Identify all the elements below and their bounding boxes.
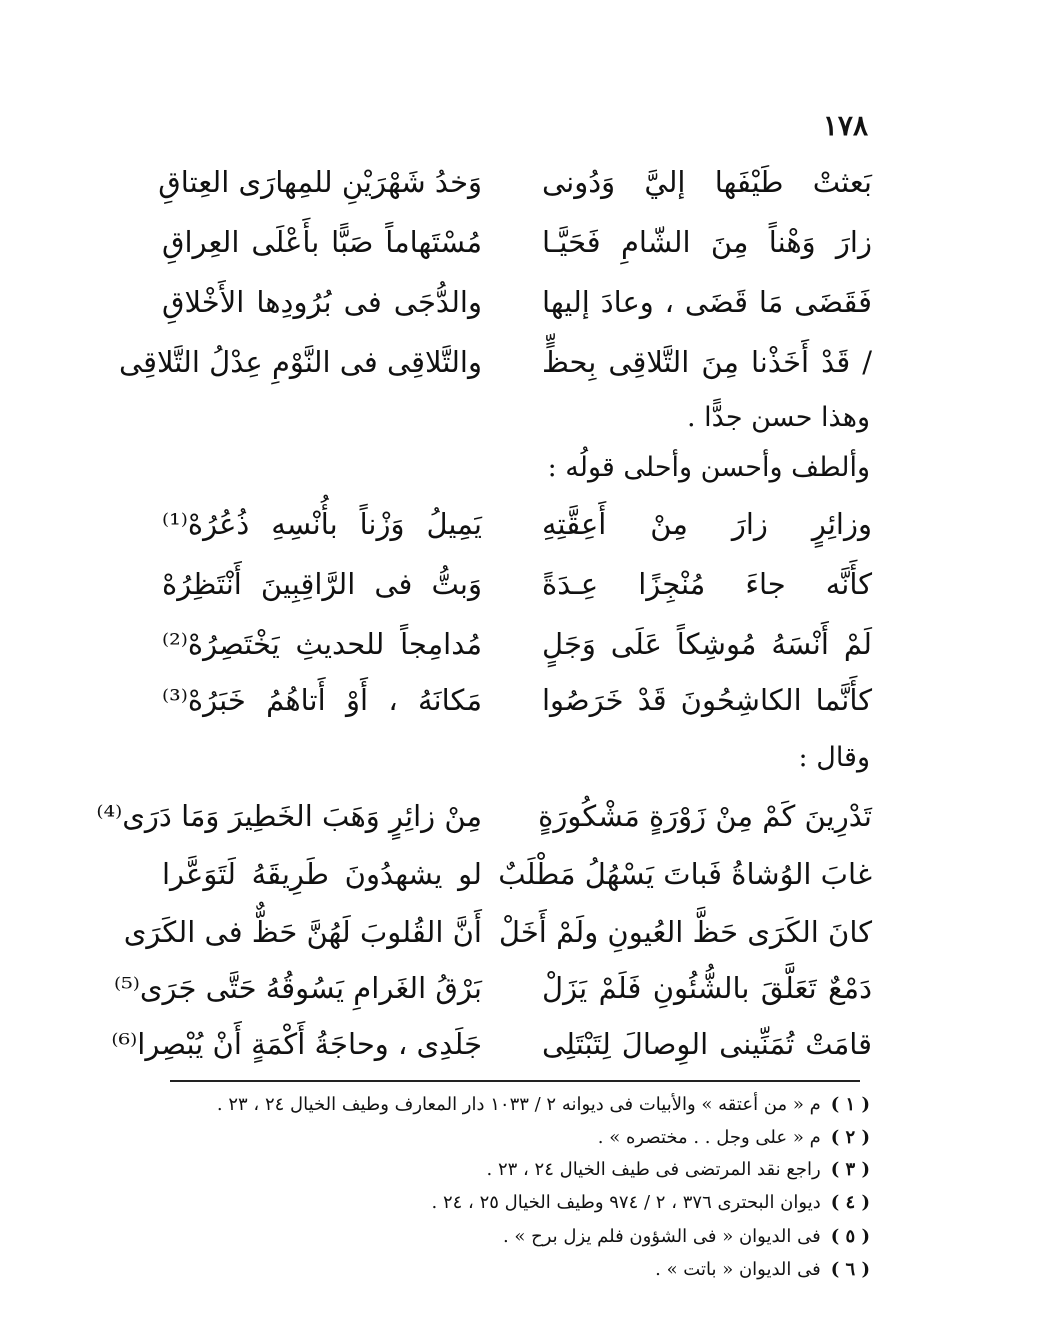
hemistich-first: كأَنَّما الكاشِحُونَ قَدْ خَرَصُوا	[542, 683, 872, 717]
hemistich-second: مِنْ زائِرٍ وَهَبَ الخَطِيرَ وَمَا دَرَى⁽⁴⁾	[96, 799, 482, 833]
hemistich-second: والتَّلاقِى فى النَّوْمِ عِدْلُ التَّلاقِى	[118, 345, 482, 379]
verse-line	[162, 846, 872, 902]
verse-line	[113, 960, 872, 1016]
footnote-number: ( ٢ )	[830, 1127, 870, 1148]
verse-line	[111, 1016, 872, 1072]
footnote-text: ديوان البحترى ٣٧٦ ، ٢ / ٩٧٤ وطيف الخيال ٢٥ ، ٢٤ .	[431, 1192, 821, 1213]
verse-line	[162, 274, 872, 330]
footnote-number: ( ٤ )	[830, 1192, 870, 1213]
hemistich-second: مَكانَهُ ، أَوْ أَتاهُمُ خَبَرُهْ⁽³⁾	[162, 683, 482, 717]
footnote	[180, 1226, 870, 1247]
footnote-separator	[170, 1080, 860, 1082]
footnote-text: م « على وجل . . مختصره » .	[597, 1127, 821, 1148]
hemistich-first: لَمْ أَنْسَهُ مُوشِكاً عَلَى وَجَلٍ	[542, 627, 872, 661]
hemistich-first: غابَ الوُشاةُ فَباتَ يَسْهُلُ مَطْلَبٌ	[498, 857, 872, 891]
hemistich-first: وزائِرٍ زارَ مِنْ أَعِقَّتِهِ	[542, 507, 872, 541]
hemistich-first: قامَتْ تُمَنِّينى الوِصالَ لِتَبْتَلِى	[542, 1027, 872, 1061]
footnote	[180, 1159, 870, 1180]
hemistich-second: وَبتُّ فى الرَّاقِبِينَ أَنْتَظِرُهْ	[162, 567, 482, 601]
page-number: ١٧٨	[822, 109, 868, 142]
hemistich-second: جَلَدِى ، وحاجَةُ أَكْمَةٍ أَنْ يُبْصِرا⁽⁶⁾	[111, 1027, 482, 1061]
footnote-text: فى الديوان « فى الشؤون فلم يزل برح » .	[502, 1226, 821, 1247]
verse-line	[162, 496, 872, 552]
verse-line	[162, 616, 872, 672]
hemistich-second: أَنَّ القُلوبَ لَهُنَّ حَظٌّ فى الكَرَى	[123, 915, 482, 949]
footnote-text: فى الديوان « باتت » .	[655, 1259, 821, 1280]
hemistich-first: كانَ الكَرَى حَظَّ العُيونِ ولَمْ أَخَلْ	[498, 915, 872, 949]
hemistich-second: وَخدُ شَهْرَيْنِ للمِهارَى العِتاقِ	[158, 165, 482, 199]
footnote-number: ( ٦ )	[830, 1259, 870, 1280]
footnote-number: ( ١ )	[830, 1094, 870, 1115]
verse-line	[162, 556, 872, 612]
footnote	[180, 1127, 870, 1148]
prose-intro: وألطف وأحسن وأحلى قولُه :	[547, 452, 870, 483]
verse-line	[96, 788, 872, 844]
hemistich-first: بَعثتْ طَيْفَها إليَّ وَدُونى	[542, 165, 872, 199]
hemistich-second: مُدامِجاً للحديثِ يَخْتَصِرُهْ⁽²⁾	[162, 627, 482, 661]
hemistich-first: / قَدْ أَخَذْنا مِنَ التَّلاقِى بِحظٍّ	[542, 345, 872, 379]
footnote-text: راجع نقد المرتضى فى طيف الخيال ٢٤ ، ٢٣ .	[486, 1159, 821, 1180]
footnote-number: ( ٣ )	[830, 1159, 870, 1180]
hemistich-second: بَرْقُ الغَرامِ يَسُوقُهُ حَتَّى جَرَى⁽⁵⁾	[113, 971, 482, 1005]
hemistich-second: يَمِيلُ وَزْناً بأُنْسِهِ ذُعُرُهْ⁽¹⁾	[162, 507, 482, 541]
hemistich-first: زارَ وَهْناً مِنَ الشّامِ فَحَيَّـا	[542, 225, 872, 259]
hemistich-first: فَقَضَى مَا قَضَى ، وعادَ إليها	[542, 285, 872, 319]
footnote	[180, 1259, 870, 1280]
footnote-number: ( ٥ )	[830, 1226, 870, 1247]
prose-comment: وهذا حسن جدًّا .	[687, 402, 870, 433]
verse-line	[123, 904, 872, 960]
footnote	[180, 1192, 870, 1213]
verse-line	[158, 154, 872, 210]
verse-line	[162, 672, 872, 728]
verse-line	[118, 334, 872, 390]
hemistich-first: دَمْعٌ تَعَلَّقَ بالشُّئُونِ فَلَمْ يَزَلْ	[542, 971, 872, 1005]
footnote	[180, 1094, 870, 1115]
footnote-text: م « من أعتقه » والأبيات فى ديوانه ٢ / ١٠٣٣ دار المعارف وطيف الخيال ٢٤ ، ٢٣ .	[216, 1094, 821, 1115]
prose-intro: وقال :	[798, 742, 870, 773]
hemistich-first: كأَنَّه جاءَ مُنْجِزًا عِـدَةً	[542, 567, 872, 601]
hemistich-second: والدُّجَى فى بُرُودِها الأَخْلاقِ	[162, 285, 482, 319]
hemistich-second: مُسْتَهاماً صَبًّا بأَعْلَى العِراقِ	[162, 225, 482, 259]
hemistich-first: تَدْرِينَ كَمْ مِنْ زَوْرَةٍ مَشْكُورَةٍ	[538, 799, 872, 833]
hemistich-second: لو يشهدُونَ طَرِيقَهُ لَتَوَعَّرا	[162, 857, 482, 891]
verse-line	[162, 214, 872, 270]
